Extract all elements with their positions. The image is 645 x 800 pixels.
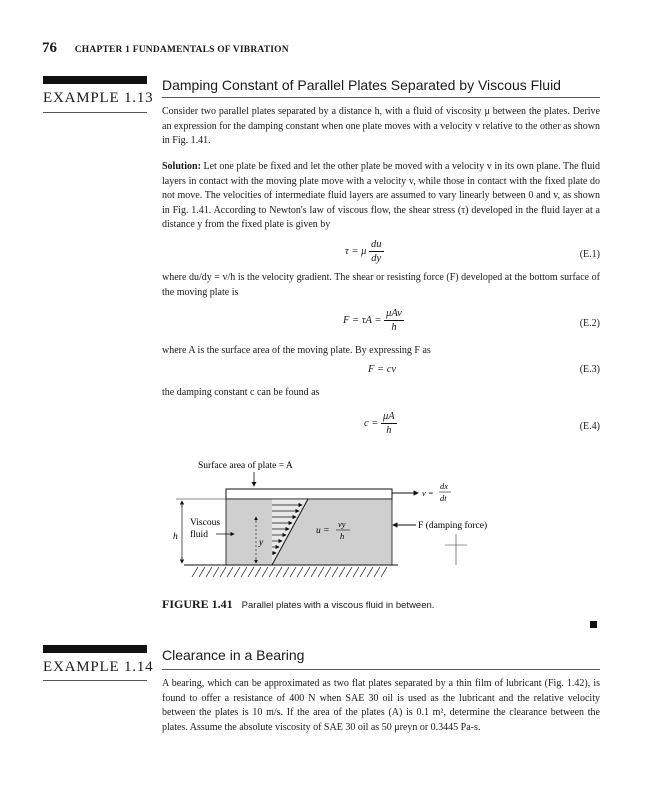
eq1-lhs: τ = μ (345, 245, 367, 257)
fixed-plate-hatching (192, 567, 387, 577)
example-bar (43, 76, 147, 84)
after-eq1-text: where du/dy = v/h is the velocity gradient. The shear or resisting force (F) developed at the bottom surface of the moving plate is (162, 272, 600, 298)
figure-caption-label: FIGURE 1.41 (162, 597, 233, 611)
eq1-fraction (369, 238, 384, 265)
after-eq3-text: the damping constant c can be found as (162, 387, 320, 398)
solution-text: Let one plate be fixed and let the other plate be moved with a velocity v in its own plane. The fluid layers in contact with the moving plate move with a velocity v, while those in contact with the fixed plate do not move. The velocities of intermediate fluid layers are assumed to vary linearly between 0 and v, as shown in Fig. 1.41. According to Newton's law of viscous flow, the shear stress (τ) developed in the fluid layer at a distance y from the fixed plate is given by (162, 161, 600, 230)
eq3-number: (E.3) (579, 364, 600, 375)
solution-paragraph (162, 160, 600, 233)
surface-area-label: Surface area of plate = A (198, 461, 293, 471)
eq4-fraction (381, 410, 397, 437)
eq4-numerator: μA (383, 411, 395, 422)
velocity-lhs: v = (422, 488, 434, 498)
equation-e3: F = cv (368, 364, 397, 375)
velocity-denominator: dt (440, 493, 447, 503)
eq1-numerator: du (371, 239, 382, 250)
example-rule (43, 112, 147, 113)
eq2-lhs: F = τA = (343, 314, 382, 326)
u-denominator: h (340, 531, 345, 541)
eq1-denominator: dy (371, 253, 382, 264)
u-lhs: u = (316, 526, 330, 536)
running-header (42, 40, 289, 57)
figure-caption (162, 597, 434, 612)
example-rule-14 (43, 680, 147, 681)
viscous-label-line1: Viscous (190, 518, 221, 528)
example-label-14: EXAMPLE 1.14 (43, 659, 154, 675)
equation-e1 (345, 238, 384, 265)
eq2-denominator: h (391, 322, 397, 333)
example-title-13: Damping Constant of Parallel Plates Separated by Viscous Fluid (162, 77, 561, 93)
eq4-number: (E.4) (579, 421, 600, 432)
eq4-lhs: c = (364, 417, 379, 429)
title-rule-14 (162, 669, 600, 670)
h-label: h (173, 532, 178, 542)
problem-statement: Consider two parallel plates separated by a distance h, with a fluid of viscosity μ between the plates. Derive an expression for the damping constant when one plate moves with a velocity v relative to the other as shown in Fig. 1.41. (162, 106, 600, 146)
figure-parallel-plates (160, 455, 488, 590)
registration-cross (445, 534, 467, 565)
example-bar-14 (43, 645, 147, 653)
eq2-number: (E.2) (579, 318, 600, 329)
page-number: 76 (42, 40, 57, 56)
eq1-number: (E.1) (579, 249, 600, 260)
eq4-denominator: h (386, 425, 392, 436)
title-rule (162, 97, 600, 98)
viscous-fluid (226, 499, 392, 565)
viscous-label-line2: fluid (190, 530, 208, 540)
damping-force-label: F (damping force) (418, 521, 488, 531)
equation-e2 (343, 307, 404, 334)
after-eq2-text: where A is the surface area of the moving plate. By expressing F as (162, 345, 431, 356)
equation-e4 (364, 410, 397, 437)
velocity-numerator: dx (440, 481, 449, 491)
figure-caption-text: Parallel plates with a viscous fluid in between. (241, 600, 435, 611)
u-numerator: vy (338, 519, 346, 529)
eq2-fraction (384, 307, 404, 334)
moving-plate (226, 489, 392, 499)
example-label-13: EXAMPLE 1.13 (43, 90, 154, 106)
eq2-numerator: μAv (386, 308, 402, 319)
end-of-example-mark (590, 621, 597, 628)
y-label: y (259, 538, 264, 548)
example-title-14: Clearance in a Bearing (162, 647, 305, 663)
solution-label: Solution: (162, 161, 201, 172)
chapter-title: CHAPTER 1 FUNDAMENTALS OF VIBRATION (74, 45, 289, 55)
example-14-text: A bearing, which can be approximated as two flat plates separated by a thin film of lubricant (Fig. 1.42), is found to offer a resistance of 400 N when SAE 30 oil is used as the lubricant and the relative velocity between the plates is 10 m/s. If the area of the plates (A) is 0.1 m², determine the clearance between the plates. Assume the absolute viscosity of SAE 30 oil as 50 μreyn or 0.3445 Pa-s. (162, 678, 600, 733)
